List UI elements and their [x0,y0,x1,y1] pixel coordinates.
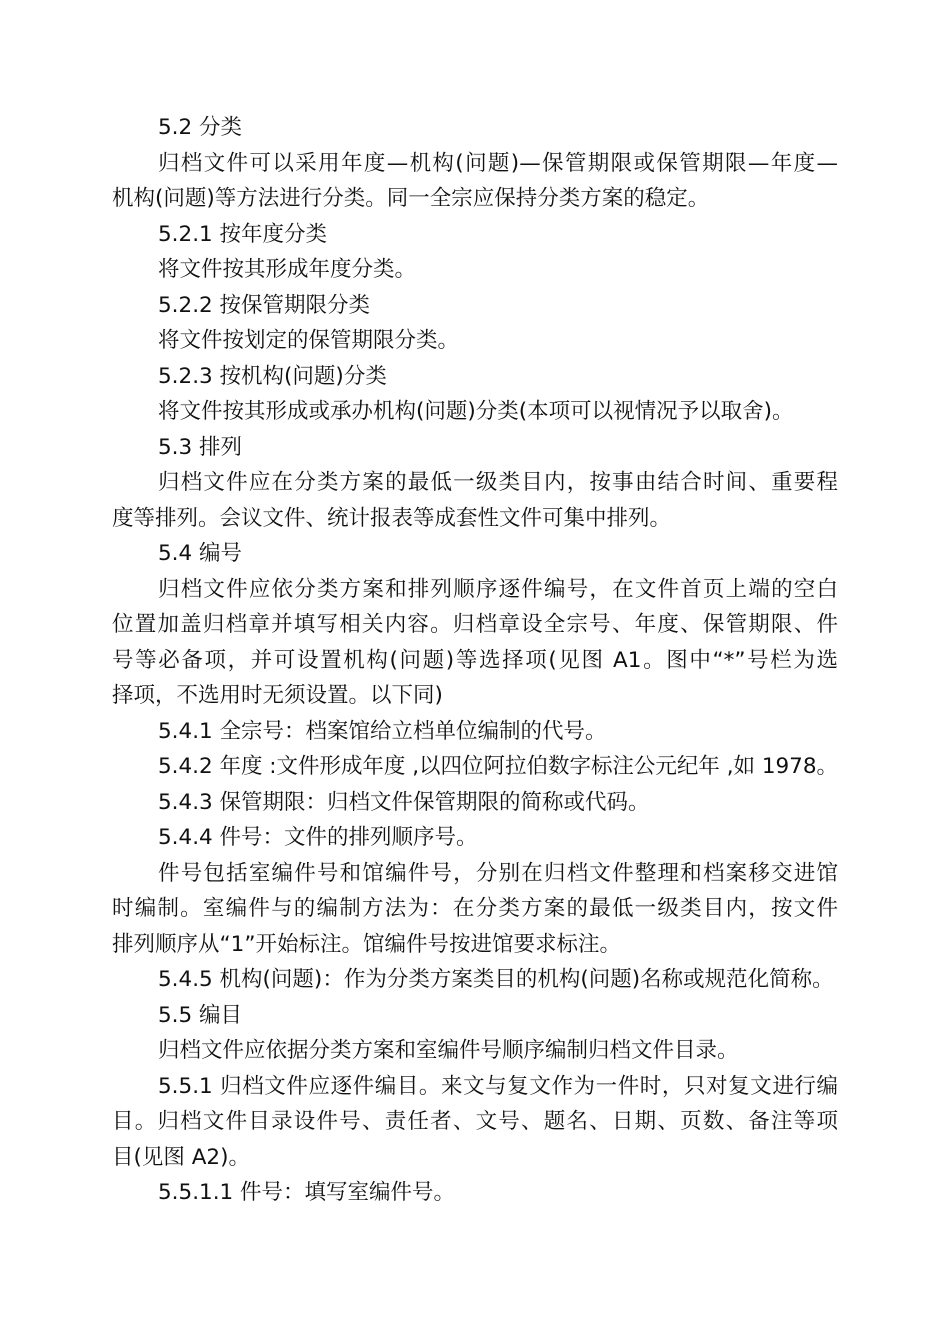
text-line: 目。归档文件目录设件号、责任者、文号、题名、日期、页数、备注等项 [112,1109,838,1134]
text-line: 5.2.1 按年度分类 [158,221,328,247]
text-line: 归档文件可以采用年度—机构(问题)—保管期限或保管期限—年度— [158,150,838,176]
text-line: 排列顺序从“1”开始标注。馆编件号按进馆要求标注。 [112,931,621,957]
text-line: 归档文件应依据分类方案和室编件号顺序编制归档文件目录。 [158,1038,739,1063]
text-line: 号等必备项，并可设置机构(问题)等选择项(见图 A1。图中“*”号栏为选 [112,647,838,673]
text-line: 5.4.4 件号：文件的排列顺序号。 [158,825,478,850]
text-line: 5.4.1 全宗号：档案馆给立档单位编制的代号。 [158,718,607,744]
text-line: 时编制。室编件与的编制方法为：在分类方案的最低一级类目内，按文件 [112,896,838,921]
text-line: 5.3 排列 [158,434,243,460]
text-line: 5.5 编目 [158,1002,243,1028]
text-line: 件号包括室编件号和馆编件号，分别在归档文件整理和档案移交进馆 [158,860,838,886]
text-line: 5.4 编号 [158,541,243,566]
text-line: 目(见图 A2)。 [112,1144,250,1170]
text-line: 5.4.5 机构(问题)：作为分类方案类目的机构(问题)名称或规范化简称。 [158,967,834,992]
text-line: 5.2.3 按机构(问题)分类 [158,363,387,389]
text-line: 5.5.1 归档文件应逐件编目。来文与复文作为一件时，只对复文进行编 [158,1073,838,1099]
text-line: 归档文件应在分类方案的最低一级类目内，按事由结合时间、重要程 [158,470,838,495]
text-line: 5.5.1.1 件号：填写室编件号。 [158,1180,456,1205]
text-line: 将文件按其形成年度分类。 [158,257,417,282]
text-line: 位置加盖归档章并填写相关内容。归档章设全宗号、年度、保管期限、件 [112,612,838,637]
text-line: 5.4.2 年度 :文件形成年度 ,以四位阿拉伯数字标注公元纪年 ,如 1978。 [158,754,838,779]
text-line: 度等排列。会议文件、统计报表等成套性文件可集中排列。 [112,505,672,531]
text-line: 5.2.2 按保管期限分类 [158,292,371,318]
text-line: 择项，不选用时无须设置。以下同) [112,683,443,708]
text-line: 机构(问题)等方法进行分类。同一全宗应保持分类方案的稳定。 [112,186,710,211]
text-line: 将文件按其形成或承办机构(问题)分类(本项可以视情况予以取舍)。 [158,399,794,424]
text-line: 5.4.3 保管期限：归档文件保管期限的简称或代码。 [158,789,650,815]
text-line: 将文件按划定的保管期限分类。 [158,328,460,353]
text-line: 5.2 分类 [158,115,243,140]
document-body [112,110,838,1211]
text-line: 归档文件应依分类方案和排列顺序逐件编号，在文件首页上端的空白 [158,576,838,602]
